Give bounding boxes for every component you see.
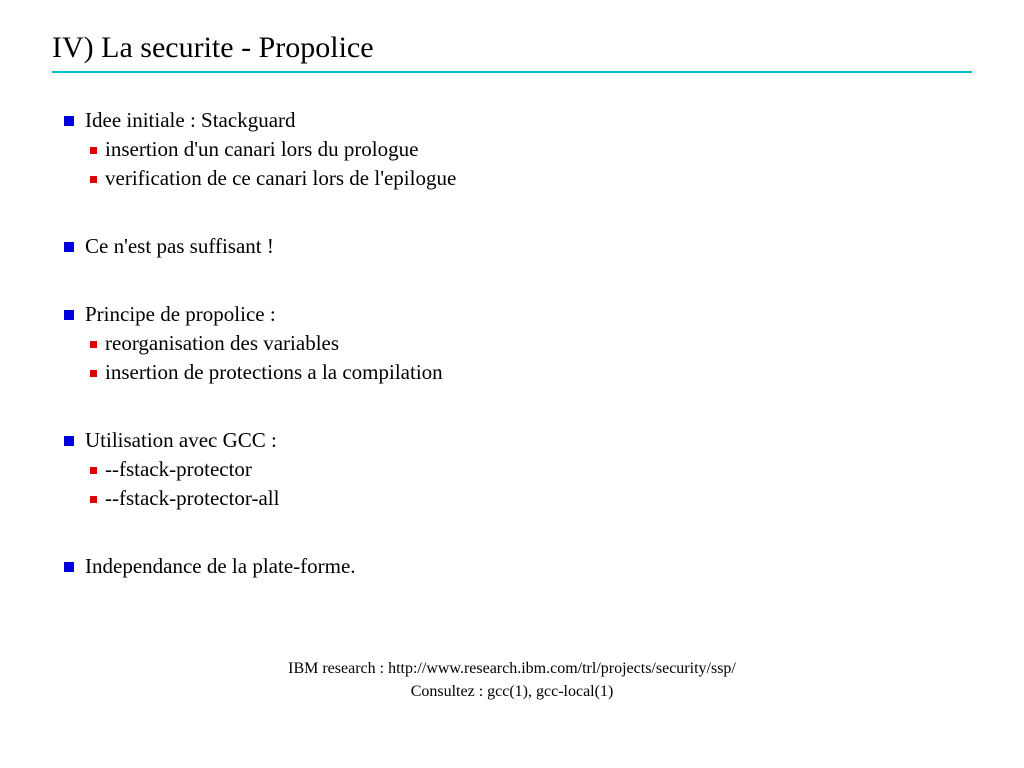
footer	[0, 657, 1024, 703]
sub-list-item-label: verification de ce canari lors de l'epilogue	[105, 166, 457, 190]
square-bullet-icon	[64, 116, 74, 126]
list-item	[52, 300, 972, 329]
sub-list-item	[52, 358, 972, 387]
footer-reference-url: IBM research : http://www.research.ibm.com/trl/projects/security/ssp/	[288, 660, 736, 677]
sub-list-item-label: reorganisation des variables	[105, 331, 340, 355]
list-item	[52, 106, 972, 135]
square-sub-bullet-icon	[90, 176, 97, 183]
bullet-group	[52, 300, 972, 387]
square-sub-bullet-icon	[90, 467, 97, 474]
square-bullet-icon	[64, 310, 74, 320]
list-item	[52, 232, 972, 261]
page-title: IV) La securite - Propolice	[52, 31, 374, 64]
square-sub-bullet-icon	[90, 496, 97, 503]
bullet-group	[52, 426, 972, 513]
list-item-label: Ce n'est pas suffisant !	[85, 234, 274, 258]
sub-list-item-label: insertion de protections a la compilation	[105, 360, 443, 384]
list-item	[52, 426, 972, 455]
list-item-label: Idee initiale : Stackguard	[85, 108, 296, 132]
square-bullet-icon	[64, 242, 74, 252]
list-item-label: Principe de propolice :	[85, 302, 276, 326]
square-bullet-icon	[64, 562, 74, 572]
square-bullet-icon	[64, 436, 74, 446]
list-item	[52, 552, 972, 581]
sub-list-item-label: insertion d'un canari lors du prologue	[105, 137, 419, 161]
sub-list-item	[52, 329, 972, 358]
list-item-label: Utilisation avec GCC :	[85, 428, 277, 452]
sub-list-item	[52, 484, 972, 513]
square-sub-bullet-icon	[90, 370, 97, 377]
sub-list-item-label: --fstack-protector-all	[105, 486, 280, 510]
bullet-list	[52, 106, 972, 581]
list-item-label: Independance de la plate-forme.	[85, 554, 356, 578]
bullet-group	[52, 552, 972, 581]
square-sub-bullet-icon	[90, 147, 97, 154]
footer-manpage-reference: Consultez : gcc(1), gcc-local(1)	[410, 683, 614, 700]
sub-list-item	[52, 135, 972, 164]
sub-list-item	[52, 164, 972, 193]
title-underline	[52, 71, 972, 73]
bullet-group	[52, 106, 972, 193]
square-sub-bullet-icon	[90, 341, 97, 348]
sub-list-item-label: --fstack-protector	[105, 457, 252, 481]
sub-list-item	[52, 455, 972, 484]
bullet-group	[52, 232, 972, 261]
